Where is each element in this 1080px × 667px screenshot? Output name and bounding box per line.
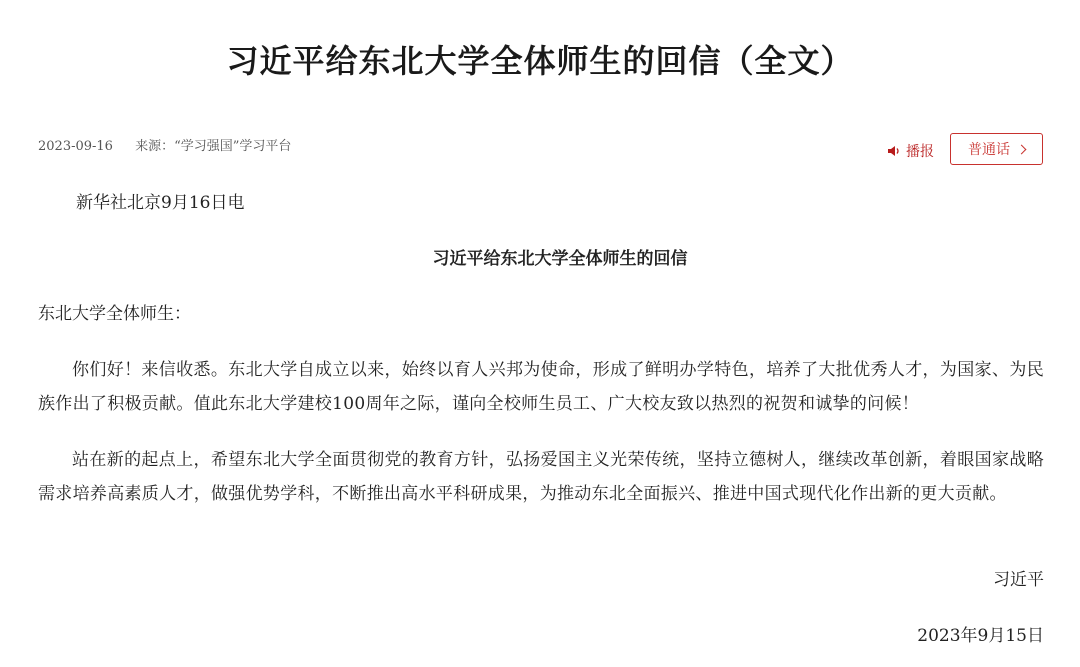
signature: 习近平 (993, 570, 1044, 590)
body-paragraph: 站在新的起点上，希望东北大学全面贯彻党的教育方针，弘扬爱国主义光荣传统，坚持立德树人，继续改革创新，着眼国家战略需求培养高素质人才，做强优势学科，不断推出高水平科研成果，为推动东北全面振兴、推进中国式现代化作出新的更大贡献。 (38, 450, 1044, 504)
broadcast-button[interactable] (887, 140, 934, 162)
dateline: 新华社北京9月16日电 (76, 193, 245, 213)
body-paragraph: 你们好！来信收悉。东北大学自成立以来，始终以育人兴邦为使命，形成了鲜明办学特色，培养了大批优秀人才，为国家、为民族作出了积极贡献。值此东北大学建校100周年之际，谨向全校师生员工、广大校友致以热烈的祝贺和诚挚的问候！ (38, 360, 1044, 414)
signature-date: 2023年9月15日 (917, 626, 1044, 646)
salutation: 东北大学全体师生： (38, 304, 191, 324)
broadcast-label: 播报 (906, 144, 934, 160)
article-source: 来源：“学习强国”学习平台 (135, 139, 292, 154)
speaker-icon (887, 144, 901, 158)
mandarin-label: 普通话 (968, 142, 1010, 158)
article-title: 习近平给东北大学全体师生的回信（全文） (226, 42, 854, 80)
article-meta (38, 137, 291, 157)
chevron-right-icon (1017, 145, 1027, 155)
mandarin-voice-button[interactable] (950, 133, 1043, 165)
letter-title: 习近平给东北大学全体师生的回信 (432, 249, 688, 269)
publish-date: 2023-09-16 (38, 139, 113, 154)
